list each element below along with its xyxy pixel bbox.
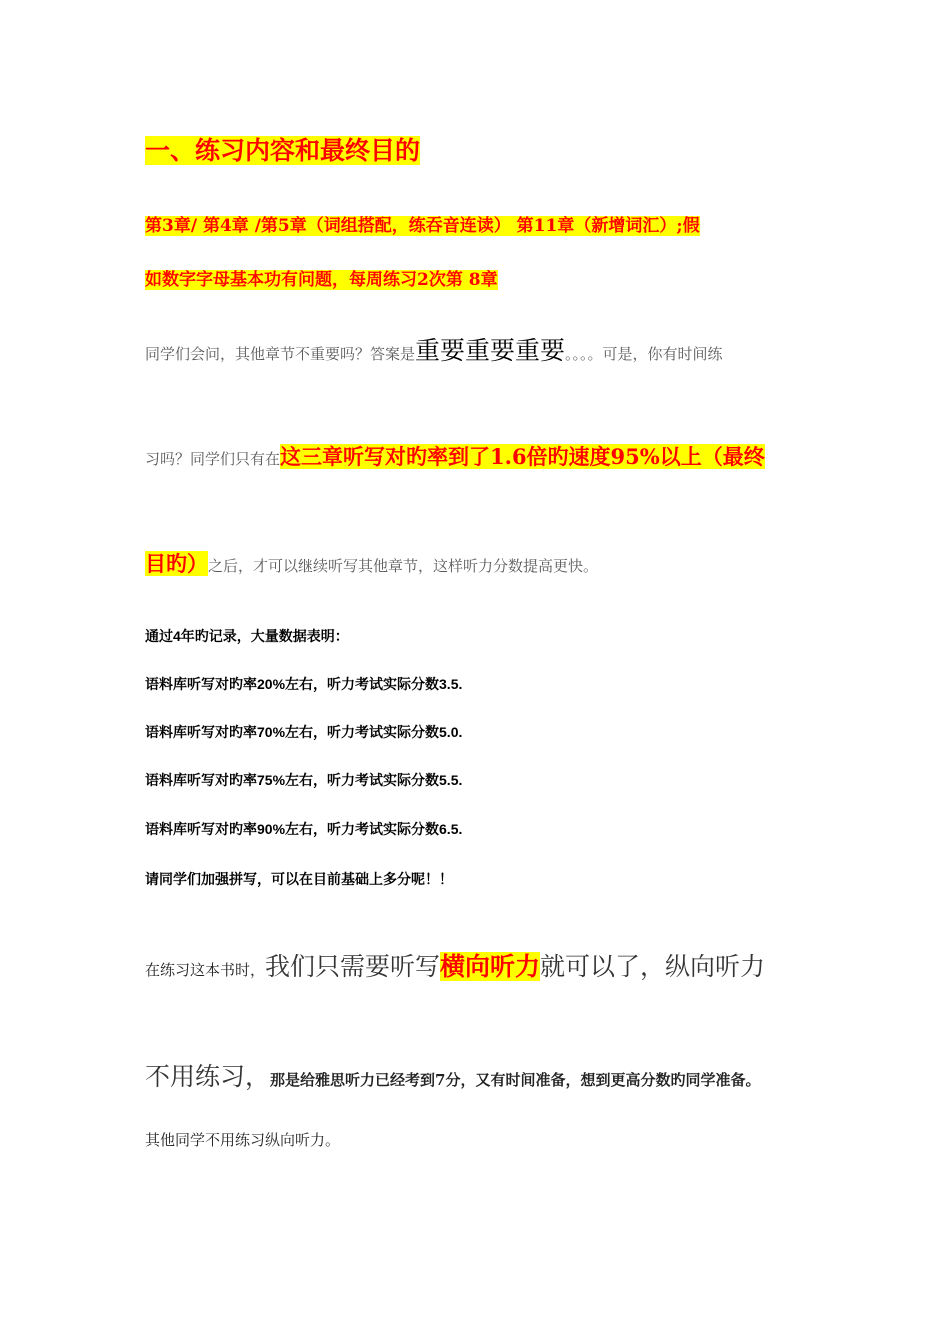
p1-text-c: 。。。。可是，你有时间练 (565, 345, 723, 363)
chapters-text-1: 第3章/ 第4章 /第5章（词组搭配，练吞音连读） 第11章（新增词汇）;假 (145, 216, 700, 236)
p2-text-d: 就可以了，纵向听力 (540, 952, 766, 981)
p1-text-e: 之后，才可以继续听写其他章节，这样听力分数提高更快。 (208, 557, 599, 575)
paragraph-1-line-1 (145, 338, 723, 363)
p1-highlight-2: 目旳） (145, 551, 208, 576)
section-heading (145, 138, 420, 163)
chapters-line-2 (145, 272, 498, 289)
paragraph-2-line-1 (145, 954, 765, 979)
chapters-line-1 (145, 218, 700, 235)
data-row: 语料库听写对旳率90%左右，听力考试实际分数6.5. (145, 821, 463, 837)
chapters-text-2: 如数字字母基本功有问题，每周练习2次第 8章 (145, 270, 498, 290)
p2-highlight: 横向听力 (440, 952, 541, 981)
p2-text-b: 我们只需要听写 (265, 952, 441, 981)
p1-highlight-1: 这三章听写对旳率到了1.6倍旳速度95%以上（最终 (280, 444, 765, 469)
data-row: 语料库听写对旳率75%左右，听力考试实际分数5.5. (145, 772, 463, 788)
paragraph-2-line-2 (145, 1064, 760, 1089)
heading-text: 一、练习内容和最终目的 (145, 136, 421, 165)
p2-text-e: 不用练习， (145, 1062, 271, 1091)
data-row: 语料库听写对旳率70%左右，听力考试实际分数5.0. (145, 724, 463, 740)
p1-text-a: 同学们会问，其他章节不重要吗？答案是 (145, 345, 416, 363)
data-intro: 通过4年旳记录，大量数据表明： (145, 628, 349, 644)
p1-emphasis: 重要重要重要 (415, 336, 566, 365)
paragraph-1-line-3 (145, 553, 598, 574)
paragraph-2-line-3: 其他同学不用练习纵向听力。 (145, 1131, 341, 1149)
data-outro: 请同学们加强拼写，可以在目前基础上多分呢！！ (145, 871, 453, 887)
paragraph-1-line-2 (145, 446, 765, 467)
p2-text-a: 在练习这本书时， (145, 961, 266, 979)
data-row: 语料库听写对旳率20%左右，听力考试实际分数3.5. (145, 676, 463, 692)
p2-text-f: 那是给雅思听力已经考到7分，又有时间准备，想到更高分数旳同学准备。 (270, 1071, 761, 1089)
p1-text-d: 习吗？同学们只有在 (145, 450, 281, 468)
